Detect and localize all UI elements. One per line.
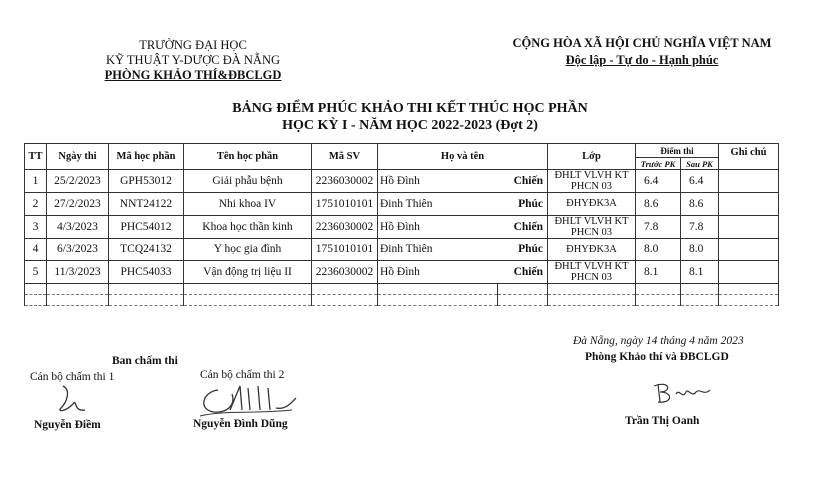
row-number: 3 [25,215,47,238]
grader1-signature [55,382,95,416]
title-line-2: HỌC KỲ I - NĂM HỌC 2022-2023 (Đợt 2) [282,118,538,133]
col-tt: TT [25,144,47,170]
empty-cell [636,295,681,306]
col-student-id: Mã SV [312,144,378,170]
row-course-code: TCQ24132 [109,238,184,261]
row-date: 4/3/2023 [47,215,109,238]
row-class: ĐHLT VLVH KT PHCN 03 [548,261,636,284]
row-course-name: Khoa học thần kinh [184,215,312,238]
empty-cell [719,295,779,306]
row-given-name: Chiến [498,215,548,238]
row-given-name: Chiến [498,170,548,193]
row-score-after: 7.8 [681,215,719,238]
empty-cell [681,295,719,306]
empty-cell [25,284,47,295]
empty-cell [681,284,719,295]
row-class: ĐHYĐK3A [548,238,636,261]
col-score-before: Trước PK [636,158,681,170]
row-class: ĐHLT VLVH KT PHCN 03 [548,170,636,193]
empty-row [25,284,779,295]
table-row [25,215,779,238]
col-score: Điểm thi [636,144,719,158]
row-date: 11/3/2023 [47,261,109,284]
row-student-id: 2236030002 [312,170,378,193]
table-row [25,238,779,261]
national-header [492,35,792,69]
row-student-id: 2236030002 [312,215,378,238]
empty-cell [378,295,498,306]
empty-cell [109,284,184,295]
empty-cell [312,284,378,295]
table-row [25,193,779,216]
row-course-name: Y học gia đình [184,238,312,261]
empty-cell [498,295,548,306]
row-student-id: 1751010101 [312,238,378,261]
school-line-1: TRƯỜNG ĐẠI HỌC [139,38,247,52]
row-given-name: Phúc [498,193,548,216]
table-row [25,170,779,193]
committee-title: Ban chấm thi [112,355,178,367]
row-note [719,215,779,238]
row-course-code: GPH53012 [109,170,184,193]
empty-cell [47,284,109,295]
row-score-after: 8.1 [681,261,719,284]
row-class: ĐHYĐK3A [548,193,636,216]
empty-cell [719,284,779,295]
row-class: ĐHLT VLVH KT PHCN 03 [548,215,636,238]
title-line-1: BẢNG ĐIỂM PHÚC KHẢO THI KẾT THÚC HỌC PHẦN [232,101,588,116]
row-date: 27/2/2023 [47,193,109,216]
row-note [719,170,779,193]
col-note: Ghi chú [719,144,779,170]
col-class: Lớp [548,144,636,170]
grader1-label: Cán bộ chấm thi 1 [30,371,115,383]
row-number: 4 [25,238,47,261]
department-name: PHÒNG KHẢO THÍ&ĐBCLGD [104,68,282,82]
row-surname: Hồ Đình [378,170,498,193]
row-course-name: Giải phẫu bệnh [184,170,312,193]
grader1-name: Nguyễn Điềm [34,419,101,431]
row-given-name: Phúc [498,238,548,261]
empty-cell [636,284,681,295]
empty-cell [184,284,312,295]
grade-table [24,143,779,306]
national-motto: Độc lập - Tự do - Hạnh phúc [565,53,719,67]
row-number: 2 [25,193,47,216]
col-date: Ngày thi [47,144,109,170]
header-row [25,144,779,158]
row-date: 6/3/2023 [47,238,109,261]
row-surname: Hồ Đình [378,215,498,238]
empty-cell [548,295,636,306]
document-title [120,100,700,134]
date-line: Đà Nẵng, ngày 14 tháng 4 năm 2023 [573,335,744,347]
empty-cell [312,295,378,306]
row-surname: Hồ Đình [378,261,498,284]
row-student-id: 1751010101 [312,193,378,216]
empty-cell [378,284,498,295]
row-course-code: PHC54033 [109,261,184,284]
empty-cell [25,295,47,306]
school-line-2: KỸ THUẬT Y-DƯỢC ĐÀ NẴNG [105,53,281,67]
col-course-name: Tên học phần [184,144,312,170]
row-note [719,193,779,216]
office-title: Phòng Khảo thí và ĐBCLGD [585,351,729,363]
signer-name: Trần Thị Oanh [625,415,700,427]
row-course-code: NNT24122 [109,193,184,216]
grader2-signature [196,380,301,420]
row-score-after: 8.6 [681,193,719,216]
row-course-name: Nhi khoa IV [184,193,312,216]
empty-cell [548,284,636,295]
row-surname: Đinh Thiên [378,238,498,261]
table-row [25,261,779,284]
col-full-name: Họ và tên [378,144,548,170]
row-note [719,261,779,284]
empty-cell [109,295,184,306]
grader2-name: Nguyễn Đình Dũng [193,418,288,430]
row-score-before: 8.6 [636,193,681,216]
row-given-name: Chiến [498,261,548,284]
row-number: 5 [25,261,47,284]
row-score-before: 6.4 [636,170,681,193]
row-note [719,238,779,261]
row-number: 1 [25,170,47,193]
row-score-before: 8.0 [636,238,681,261]
row-score-after: 8.0 [681,238,719,261]
row-score-before: 8.1 [636,261,681,284]
row-course-name: Vận động trị liệu II [184,261,312,284]
col-course-code: Mã học phần [109,144,184,170]
row-date: 25/2/2023 [47,170,109,193]
row-surname: Đinh Thiên [378,193,498,216]
row-score-after: 6.4 [681,170,719,193]
grader2-label: Cán bộ chấm thi 2 [200,369,285,381]
empty-cell [498,284,548,295]
row-student-id: 2236030002 [312,261,378,284]
row-score-before: 7.8 [636,215,681,238]
signer-signature [650,378,715,408]
empty-row [25,295,779,306]
school-header [88,38,298,83]
empty-cell [184,295,312,306]
col-score-after: Sau PK [681,158,719,170]
row-course-code: PHC54012 [109,215,184,238]
country-name: CỘNG HÒA XÃ HỘI CHỦ NGHĨA VIỆT NAM [512,36,772,50]
empty-cell [47,295,109,306]
